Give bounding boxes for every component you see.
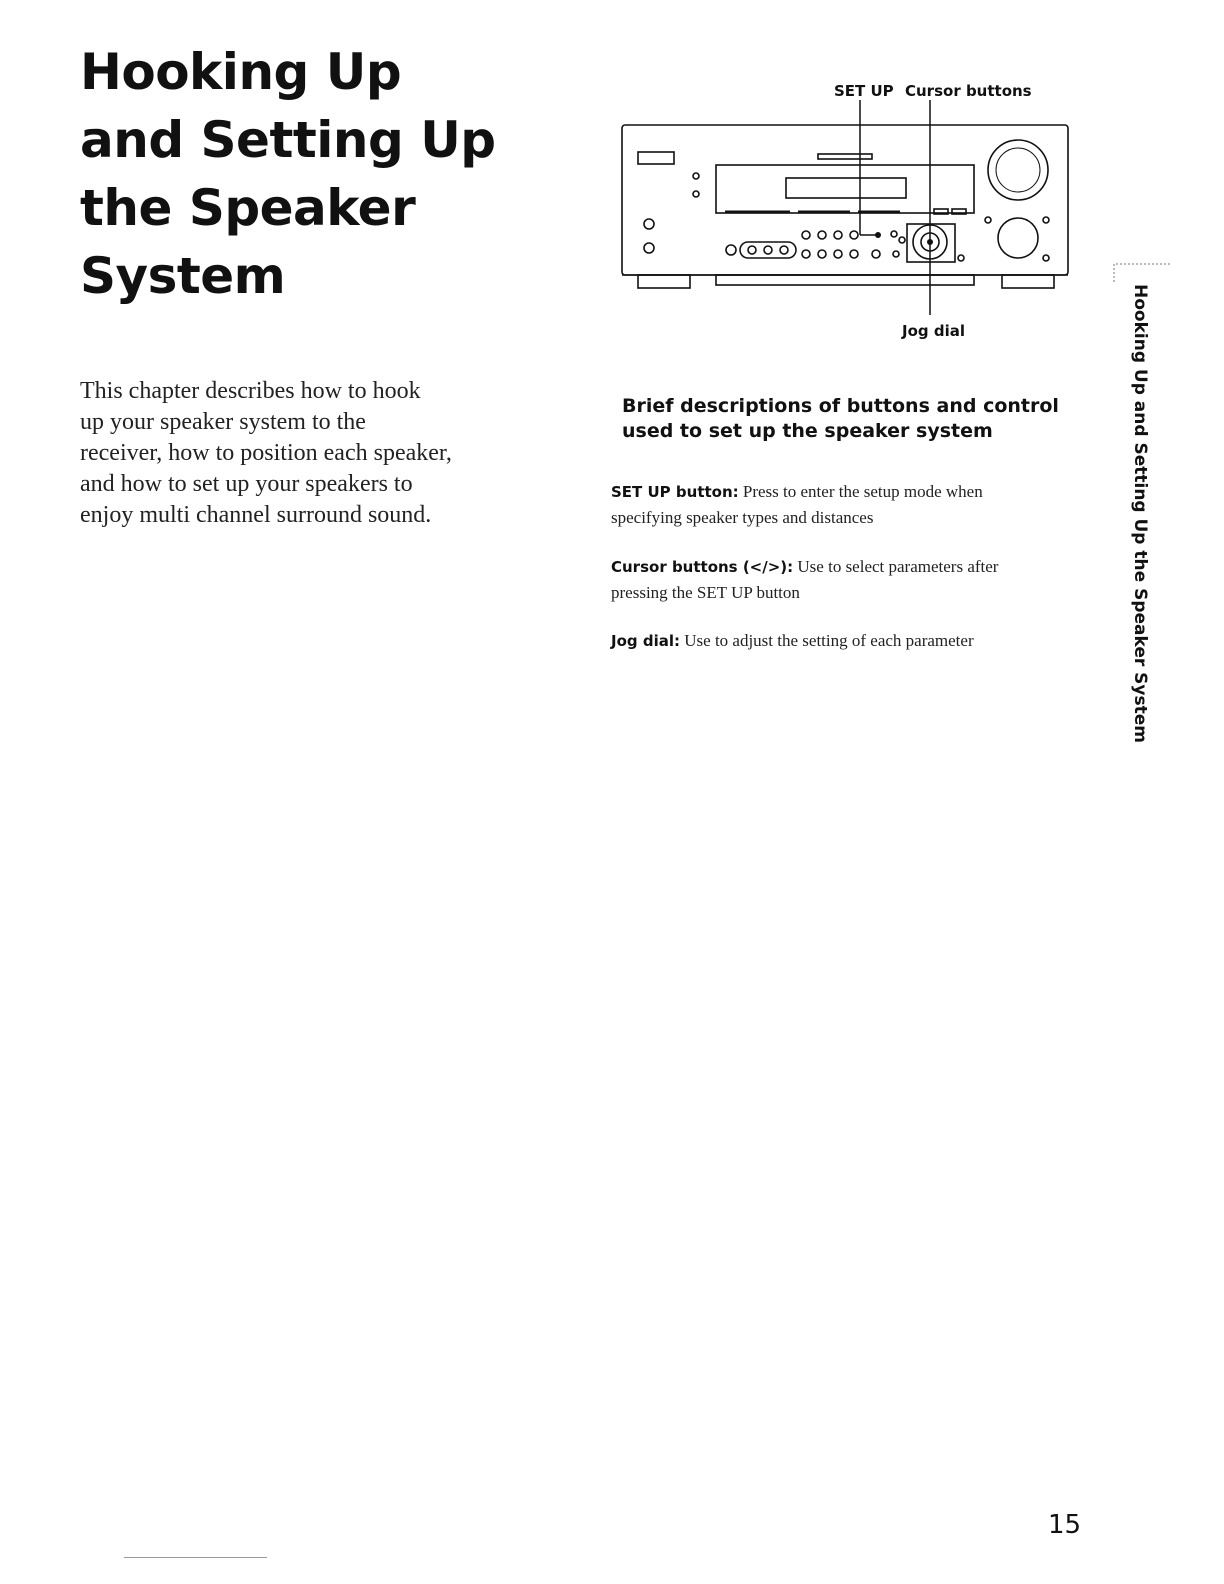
description-term: Jog dial: [611, 632, 680, 650]
description-cursor-buttons [611, 554, 1081, 605]
descriptions-heading [622, 394, 1062, 444]
page-title [80, 38, 540, 310]
side-tab-bracket [1112, 260, 1174, 284]
title-line: Hooking Up [80, 43, 402, 101]
callout-cursor-buttons: Cursor buttons [905, 82, 1032, 100]
intro-line: receiver, how to position each speaker, [80, 440, 452, 466]
side-tab-label: Hooking Up and Setting Up the Speaker System [1130, 284, 1150, 743]
heading-line: Brief descriptions of buttons and control [622, 395, 1059, 417]
receiver-illustration [600, 70, 1100, 360]
intro-line: This chapter describes how to hook [80, 378, 421, 404]
heading-line: used to set up the speaker system [622, 420, 993, 442]
title-line: the Speaker [80, 179, 416, 237]
intro-line: up your speaker system to the [80, 409, 366, 435]
description-text: specifying speaker types and distances [611, 508, 874, 527]
callout-jog-dial: Jog dial [902, 322, 965, 340]
title-line: and Setting Up [80, 111, 496, 169]
title-line: System [80, 247, 286, 305]
description-set-up [611, 479, 1081, 530]
chapter-intro [80, 376, 510, 531]
footer-rule [124, 1557, 267, 1558]
description-text: pressing the SET UP button [611, 583, 800, 602]
description-term: SET UP button: [611, 483, 739, 501]
receiver-drawing [600, 70, 1100, 360]
description-jog-dial [611, 628, 1081, 654]
description-term: Cursor buttons (</>): [611, 558, 794, 576]
description-text: Press to enter the setup mode when [742, 482, 983, 501]
intro-line: enjoy multi channel surround sound. [80, 502, 432, 528]
description-text: Use to select parameters after [797, 557, 999, 576]
description-text: Use to adjust the setting of each parameter [684, 631, 974, 650]
callout-set-up: SET UP [834, 82, 894, 100]
page-number: 15 [1048, 1510, 1082, 1540]
intro-line: and how to set up your speakers to [80, 471, 413, 497]
